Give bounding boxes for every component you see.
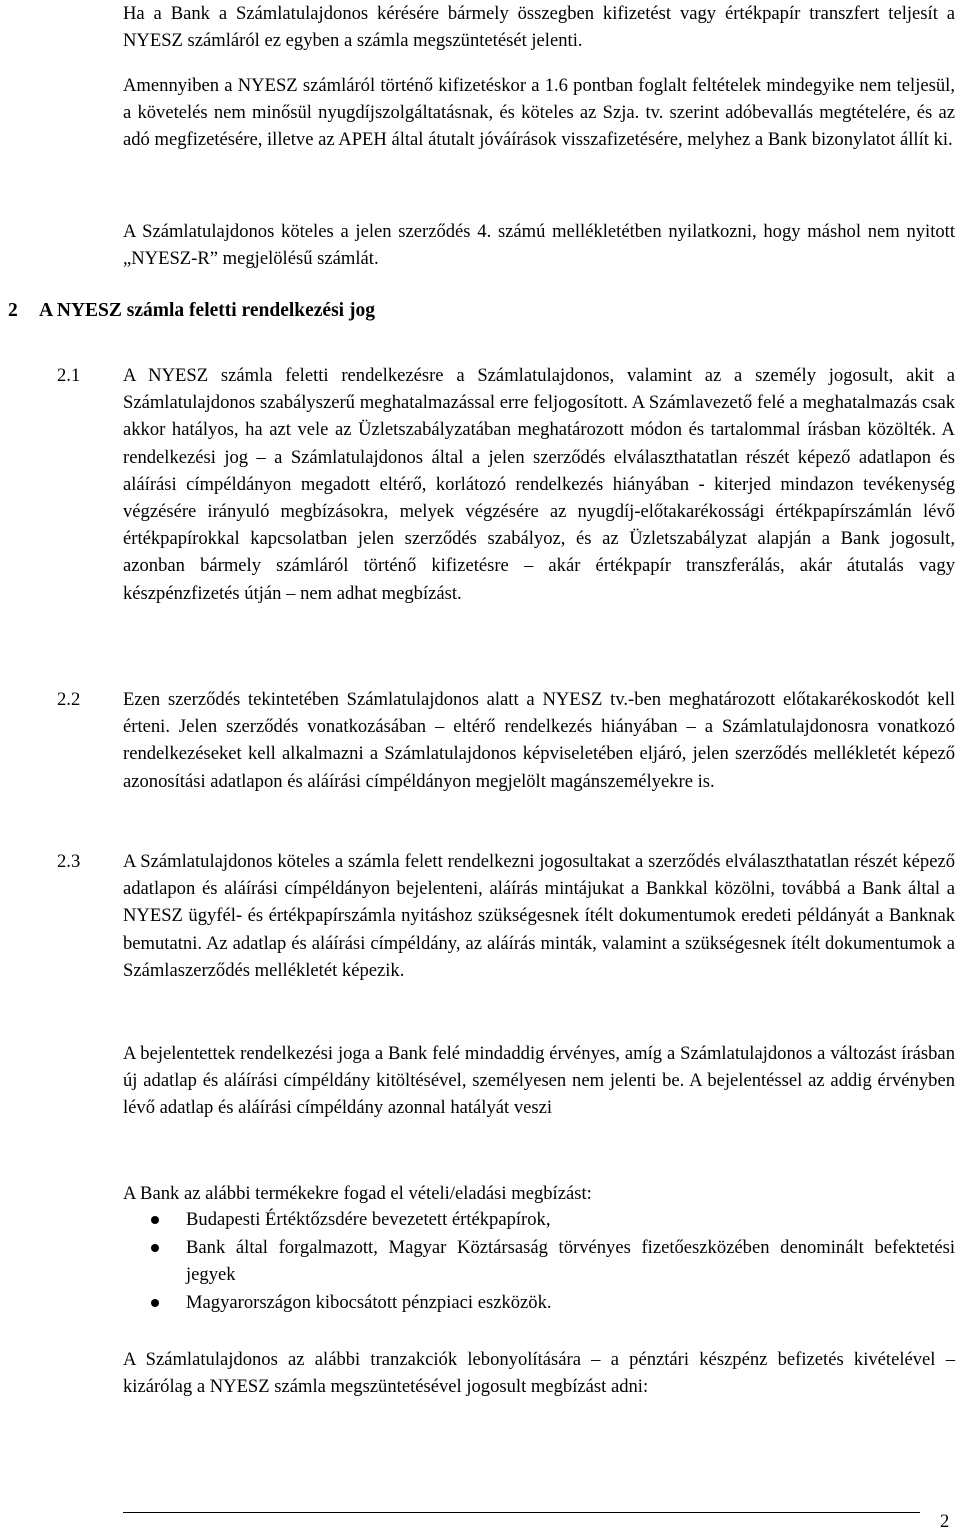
section-number: 2.2 <box>57 689 81 710</box>
section-text: A NYESZ számla feletti rendelkezésre a Számlatulajdonos, valamint az a személy jogosult, akit a Számlatulajdonos szabályszerű meghatalmazással erre feljogosított. A Számlavezető felé a meghatalmazás csak akkor hatályos, ha azt vele az Üzletszabályzatában meghatározott módon és tartalommal írásban közölték. A rendelkezési jog – a Számlatulajdonos által a jelen szerződés elválaszthatatlan részét képező adatlapon és aláírási címpéldányon megadott eltérő, korlátozó rendelkezés hiányában - kiterjed mindazon tevékenység végzésére irányuló megbízásokra, melyek végzésére az nyugdíj-előtakarékossági értékpapírszámlán lévő értékpapírokkal kapcsolatban jelen szerződés szabályoz, és az Üzletszabályzat alapján a Bank jogosult, azonban bármely számláról történő kifizetésre – akár értékpapír transzferálás, akár átutalás vagy készpénzfizetés útján – nem adhat megbízást. <box>123 365 955 604</box>
footer-divider <box>123 1512 920 1513</box>
bullet-icon <box>151 1244 159 1252</box>
products-intro: A Bank az alábbi termékekre fogad el vételi/eladási megbízást: <box>123 1183 592 1204</box>
section-text: A Számlatulajdonos köteles a számla felett rendelkezni jogosultakat a szerződés elválaszthatatlan részét képező adatlapon és aláírási címpéldányon bejelenteni, aláírás mintájukat a Bankkal közölni, továbbá a Bank által a NYESZ ügyfél- és értékpapírszámla nyitáshoz szükségesnek ítélt dokumentumok eredeti példányát a Banknak bemutatni. Az adatlap és aláírási címpéldány, az aláírás minták, valamint a szükségesnek ítélt dokumentumok a Számlaszerződés mellékletét képezik. <box>123 851 955 981</box>
paragraph-payout-conditions: Amennyiben a NYESZ számláról történő kifizetéskor a 1.6 pontban foglalt feltételek mindegyike nem teljesül, a követelés nem minősül nyugdíjszolgáltatásnak, és köteles az Szja. tv. szerint adóbevallás megtételére, és az adó megfizetésére, illetve az APEH által átutalt jóváírások visszafizetésére, melyhez a Bank bizonylatot állít ki. <box>123 75 955 151</box>
section-heading <box>8 297 908 325</box>
bullet-icon <box>151 1216 159 1224</box>
paragraph-declaration: A Számlatulajdonos köteles a jelen szerződés 4. számú mellékletétben nyilatkozni, hogy máshol nem nyitott „NYESZ-R” megjelölésű számlát. <box>123 221 955 270</box>
list-item-text: Bank által forgalmazott, Magyar Köztársaság törvényes fizetőeszközében denominált befektetési jegyek <box>186 1237 955 1286</box>
paragraph-notice: A bejelentettek rendelkezési joga a Bank felé mindaddig érvényes, amíg a Számlatulajdonos a változást írásban új adatlap és aláírási címpéldány kitöltésével, személyesen nem jelenti be. A bejelentéssel az addig érvényben lévő adatlap és aláírási címpéldány azonnal hatályát veszi <box>123 1043 955 1119</box>
section-text: Ezen szerződés tekintetében Számlatulajdonos alatt a NYESZ tv.-ben meghatározott előtakarékoskodót kell érteni. Jelen szerződés vonatkozásában – eltérő rendelkezés hiányában – a Számlatulajdonosra vonatkozó rendelkezéseket kell alkalmazni a Számlatulajdonos képviseletében eljáró, jelen szerződés mellékletét képező azonosítási adatlapon és aláírási címpéldányon megjelölt magánszemélyekre is. <box>123 689 955 792</box>
bullet-icon <box>151 1299 159 1307</box>
list-item-text: Budapesti Értéktőzsdére bevezetett értékpapírok, <box>186 1209 551 1230</box>
section-number: 2.3 <box>57 851 81 872</box>
section-heading-number: 2 <box>8 300 18 321</box>
paragraph-transfer: Ha a Bank a Számlatulajdonos kérésére bármely összegben kifizetést vagy értékpapír transzfert teljesít a NYESZ számláról ez egyben a számla megszüntetését jelenti. <box>123 3 955 52</box>
page-number: 2 <box>940 1511 950 1532</box>
section-heading-title: A NYESZ számla feletti rendelkezési jog <box>39 300 375 321</box>
section-number: 2.1 <box>57 365 81 386</box>
list-item-text: Magyarországon kibocsátott pénzpiaci eszközök. <box>186 1292 552 1313</box>
paragraph-closing: A Számlatulajdonos az alábbi tranzakciók lebonyolítására – a pénztári készpénz befizetés kivételével – kizárólag a NYESZ számla megszüntetésével jogosult megbízást adni: <box>123 1349 955 1398</box>
